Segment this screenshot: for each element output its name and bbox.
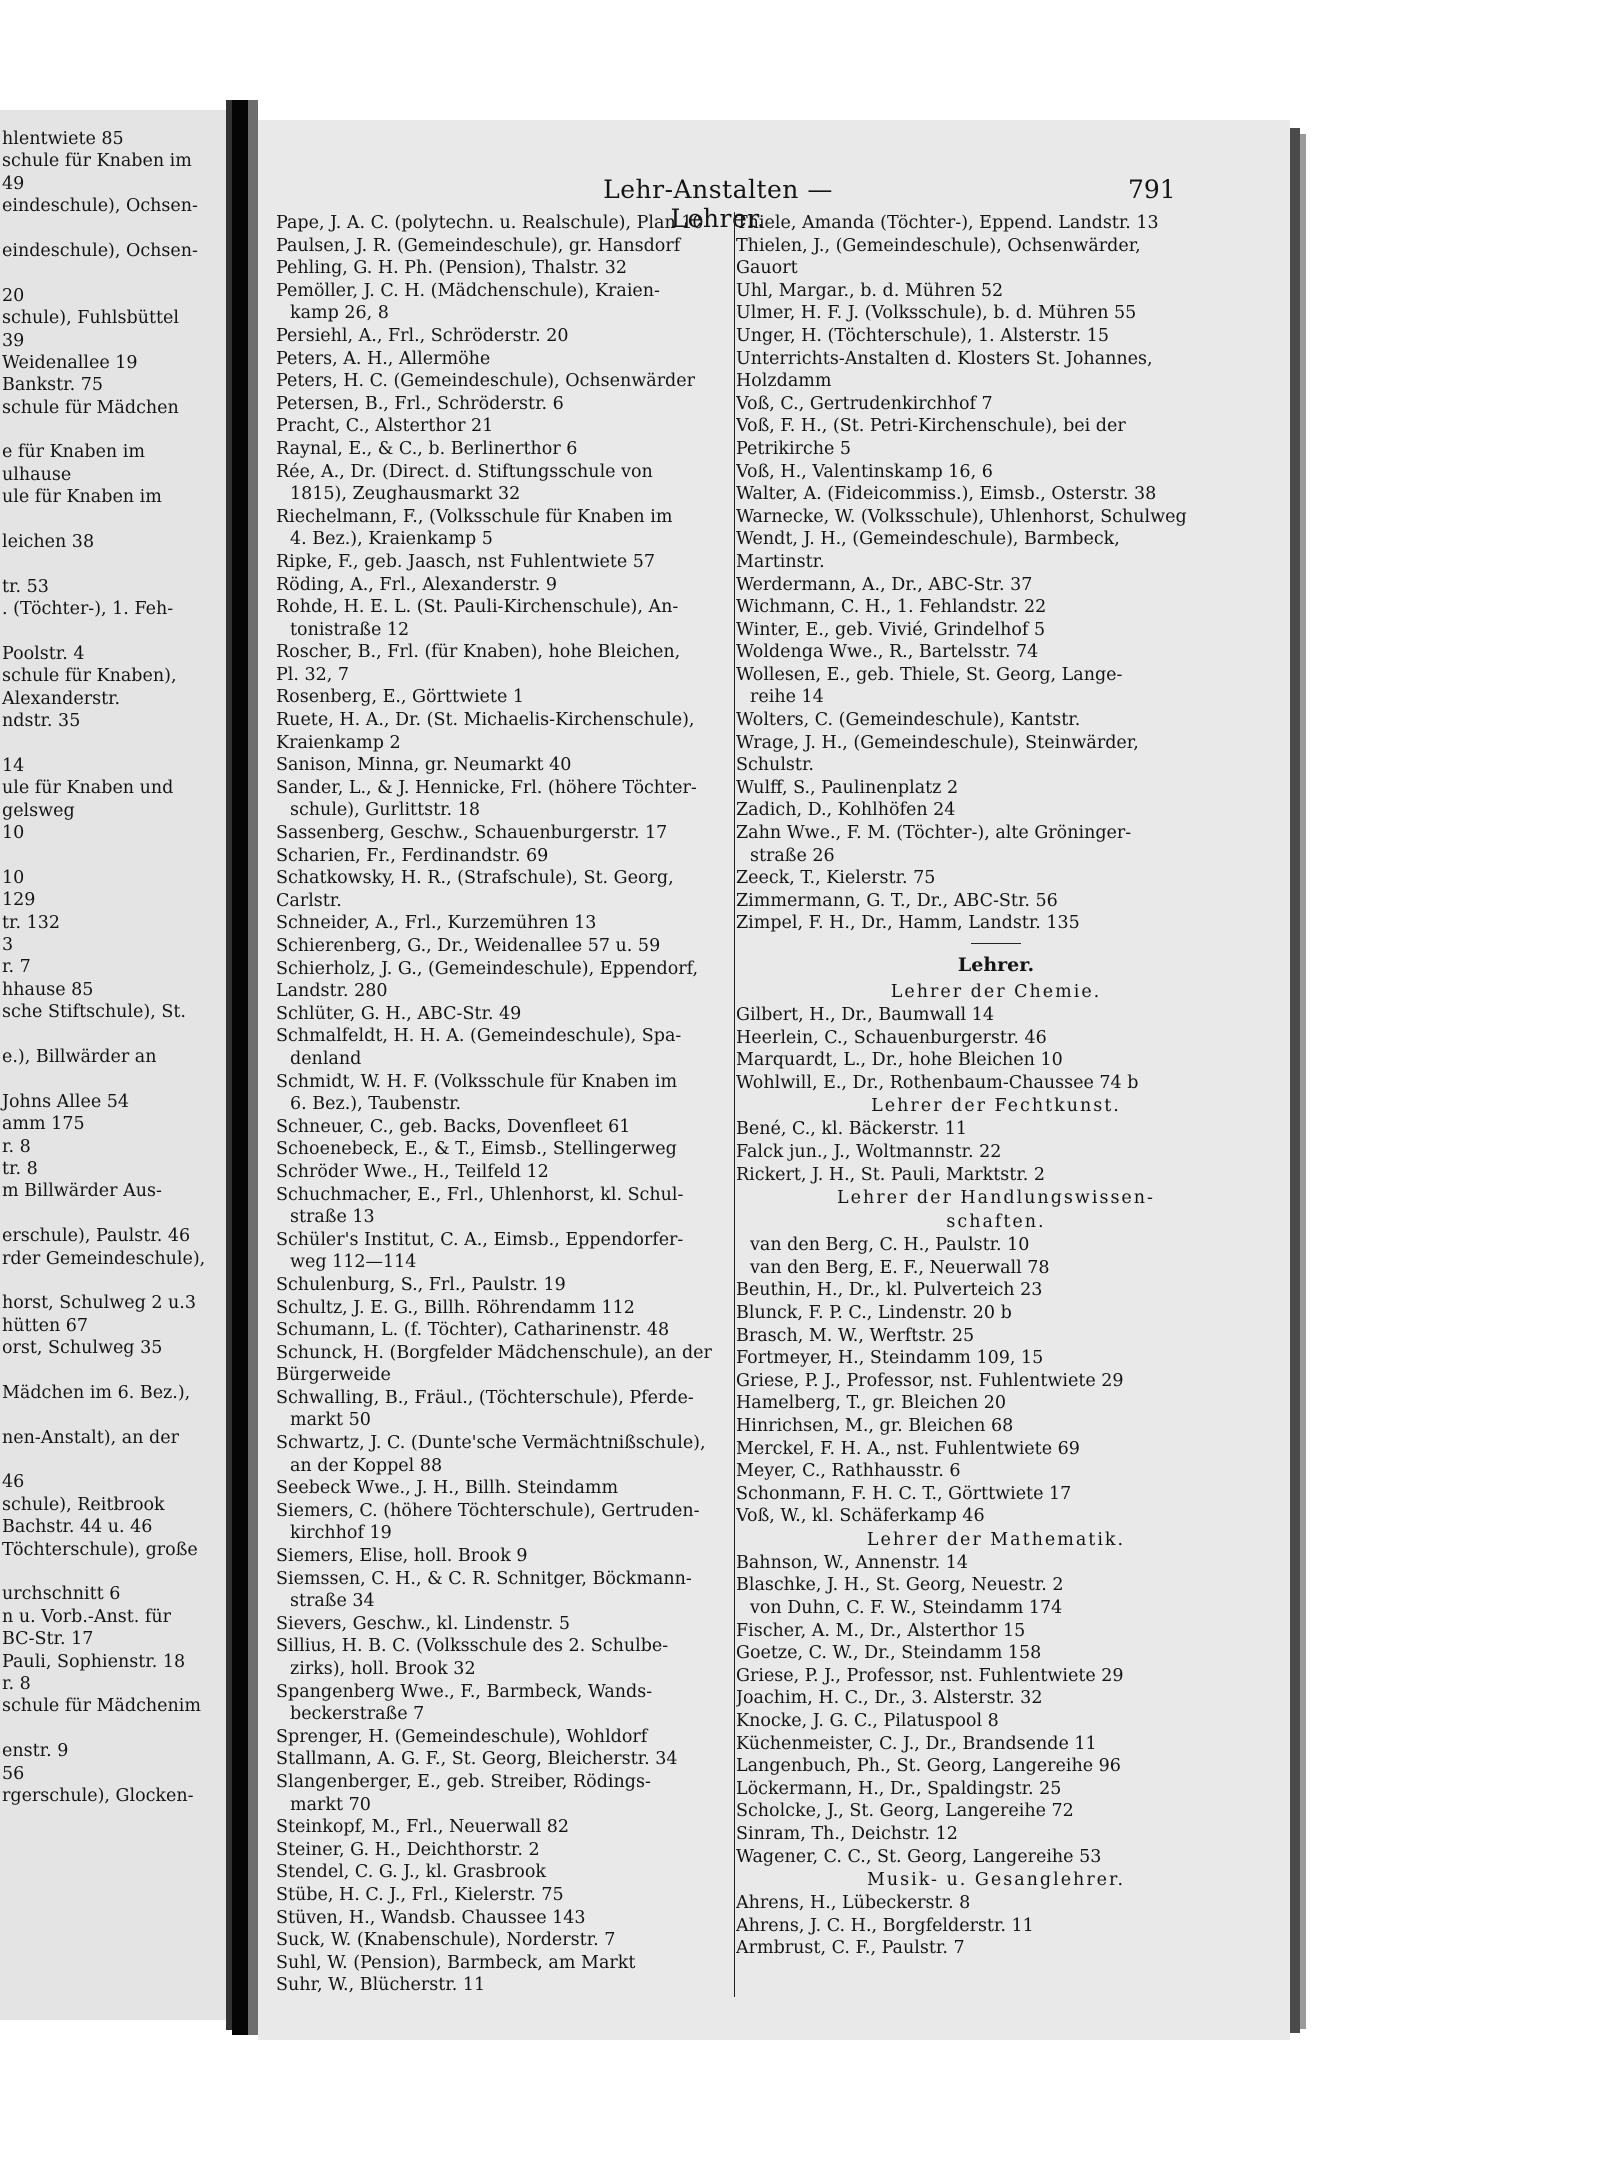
directory-entry: Marquardt, L., Dr., hohe Bleichen 10 xyxy=(736,1050,1063,1071)
left-page-line: hütten 67 xyxy=(2,1315,89,1336)
directory-entry: Gauort xyxy=(736,258,798,279)
directory-entry: Sillius, H. B. C. (Volksschule des 2. Schulbe- xyxy=(276,1636,669,1657)
left-page-line: BC-Str. 17 xyxy=(2,1629,94,1650)
directory-entry: Rosenberg, E., Görttwiete 1 xyxy=(276,687,524,708)
directory-entry: Ripke, F., geb. Jaasch, nst Fuhlentwiete 57 xyxy=(276,551,656,572)
left-page-line: nen-Anstalt), an der xyxy=(2,1427,179,1448)
directory-entry: Stendel, C. G. J., kl. Grasbrook xyxy=(276,1862,546,1883)
binding-gutter xyxy=(232,100,248,2035)
directory-entry: Joachim, H. C., Dr., 3. Alsterstr. 32 xyxy=(736,1688,1043,1709)
left-page-line: Poolstr. 4 xyxy=(2,643,85,664)
directory-entry: Hinrichsen, M., gr. Bleichen 68 xyxy=(736,1415,1014,1436)
left-page-line: horst, Schulweg 2 u.3 xyxy=(2,1293,197,1314)
directory-entry: Scholcke, J., St. Georg, Langereihe 72 xyxy=(736,1801,1074,1822)
left-page-line xyxy=(0,1068,232,1090)
left-page-line: gelsweg xyxy=(2,800,75,821)
left-page-line: 49 xyxy=(2,173,25,194)
directory-entry: Stallmann, A. G. F., St. Georg, Bleicherstr. 34 xyxy=(276,1749,678,1770)
directory-entry: Spangenberg Wwe., F., Barmbeck, Wands- xyxy=(276,1681,653,1702)
column-left xyxy=(276,212,735,1997)
directory-entry: Carlstr. xyxy=(276,890,342,911)
directory-entry: Sprenger, H. (Gemeindeschule), Wohldorf xyxy=(276,1726,648,1747)
left-page-line: Töchterschule), große xyxy=(2,1539,198,1560)
directory-entry: Pemöller, J. C. H. (Mädchenschule), Kraien- xyxy=(276,280,660,301)
directory-entry: Rickert, J. H., St. Pauli, Marktstr. 2 xyxy=(736,1164,1046,1185)
left-page-line: 129 xyxy=(2,890,36,911)
directory-entry: Sinram, Th., Deichstr. 12 xyxy=(736,1824,958,1844)
directory-entry: Rée, A., Dr. (Direct. d. Stiftungsschule von xyxy=(276,461,653,482)
directory-entry: Raynal, E., & C., b. Berlinerthor 6 xyxy=(276,438,578,459)
left-page-line xyxy=(0,1203,232,1225)
left-page-line: 39 xyxy=(2,330,25,351)
directory-entry: Heerlein, C., Schauenburgerstr. 46 xyxy=(736,1027,1047,1048)
left-page-line: rder Gemeindeschule), xyxy=(2,1248,206,1269)
left-page-line: m Billwärder Aus- xyxy=(2,1181,162,1202)
fechtkunst-entries xyxy=(736,1118,1256,1186)
left-page-line: erschule), Paulstr. 46 xyxy=(2,1226,191,1247)
directory-entry: Wolters, C. (Gemeindeschule), Kantstr. xyxy=(736,710,1081,731)
directory-entry: Schröder Wwe., H., Teilfeld 12 xyxy=(276,1161,549,1182)
directory-entry: Schierholz, J. G., (Gemeindeschule), Eppendorf, xyxy=(276,958,699,979)
directory-entry: Röding, A., Frl., Alexanderstr. 9 xyxy=(276,574,558,595)
directory-entry: straße 13 xyxy=(290,1207,375,1228)
directory-entry: Zimpel, F. H., Dr., Hamm, Landstr. 135 xyxy=(736,913,1080,934)
chemie-entries xyxy=(736,1004,1256,1094)
directory-entry: Zimmermann, G. T., Dr., ABC-Str. 56 xyxy=(736,890,1058,911)
directory-entry: Bürgerweide xyxy=(276,1365,391,1386)
directory-entry: Holzdamm xyxy=(736,371,832,392)
left-page-line: tr. 53 xyxy=(2,576,49,597)
directory-entry: Rohde, H. E. L. (St. Pauli-Kirchenschule), An- xyxy=(276,597,679,618)
left-page-line: n u. Vorb.-Anst. für xyxy=(2,1606,172,1627)
directory-entry: Schoenebeck, E., & T., Eimsb., Stellingerweg xyxy=(276,1139,677,1160)
directory-entry: Schultz, J. E. G., Billh. Röhrendamm 112 xyxy=(276,1297,635,1318)
left-page-line: Weidenallee 19 xyxy=(2,352,138,373)
directory-entry: Thielen, J., (Gemeindeschule), Ochsenwärder, xyxy=(736,235,1141,256)
directory-entry: Schunck, H. (Borgfelder Mädchenschule), an der xyxy=(276,1342,712,1363)
directory-entry: Ulmer, H. F. J. (Volksschule), b. d. Mühren 55 xyxy=(736,303,1137,324)
directory-entry: straße 26 xyxy=(750,845,835,866)
directory-entry: Scharien, Fr., Ferdinandstr. 69 xyxy=(276,845,549,866)
left-page-line: 10 xyxy=(2,867,25,888)
mathematik-entries xyxy=(736,1552,1256,1868)
left-page-line: ulhause xyxy=(2,464,72,485)
directory-entry: Stübe, H. C. J., Frl., Kielerstr. 75 xyxy=(276,1884,564,1905)
directory-entry: straße 34 xyxy=(290,1591,375,1612)
directory-entry: Gilbert, H., Dr., Baumwall 14 xyxy=(736,1005,994,1025)
directory-entry: kamp 26, 8 xyxy=(290,303,389,324)
left-page-line: Mädchen im 6. Bez.), xyxy=(2,1382,191,1403)
directory-entry: Slangenberger, E., geb. Streiber, Rödings- xyxy=(276,1771,651,1792)
directory-entry: Knocke, J. G. C., Pilatuspool 8 xyxy=(736,1711,999,1732)
directory-entry: Sievers, Geschw., kl. Lindenstr. 5 xyxy=(276,1613,570,1634)
directory-entry: Pracht, C., Alsterthor 21 xyxy=(276,416,494,437)
directory-entry: Beuthin, H., Dr., kl. Pulverteich 23 xyxy=(736,1280,1043,1301)
page-edge xyxy=(1290,128,1300,2033)
directory-entry: Voß, C., Gertrudenkirchhof 7 xyxy=(736,393,993,414)
left-page-line: r. 8 xyxy=(2,1673,31,1694)
directory-entry: Griese, P. J., Professor, nst. Fuhlentwiete 29 xyxy=(736,1665,1124,1686)
directory-entry: Woldenga Wwe., R., Bartelsstr. 74 xyxy=(736,642,1039,663)
directory-entry: Brasch, M. W., Werftstr. 25 xyxy=(736,1325,975,1346)
directory-entry: Ahrens, J. C. H., Borgfelderstr. 11 xyxy=(736,1915,1034,1936)
directory-entry: Wrage, J. H., (Gemeindeschule), Steinwärder, xyxy=(736,732,1139,753)
directory-entry: Siemers, Elise, holl. Brook 9 xyxy=(276,1546,528,1567)
left-page-line: Alexanderstr. xyxy=(2,688,121,709)
left-page-line: 3 xyxy=(2,935,14,956)
directory-entry: Wichmann, C. H., 1. Fehlandstr. 22 xyxy=(736,597,1047,618)
directory-entry: Schonmann, F. H. C. T., Görttwiete 17 xyxy=(736,1483,1072,1504)
directory-entry: Schulenburg, S., Frl., Paulstr. 19 xyxy=(276,1274,566,1295)
directory-entry: Langenbuch, Ph., St. Georg, Langereihe 96 xyxy=(736,1756,1121,1777)
directory-entry: Petersen, B., Frl., Schröderstr. 6 xyxy=(276,393,564,414)
left-page-line xyxy=(0,1449,232,1471)
left-page-line: 10 xyxy=(2,823,25,844)
section-heading-fechtkunst: Lehrer der Fechtkunst. xyxy=(871,1096,1121,1117)
directory-entry: Suck, W. (Knabenschule), Norderstr. 7 xyxy=(276,1930,616,1951)
directory-entry: Walter, A. (Fideicommiss.), Eimsb., Osterstr. 38 xyxy=(736,484,1157,505)
directory-entry: Martinstr. xyxy=(736,551,825,572)
left-page-line: enstr. 9 xyxy=(2,1741,69,1762)
directory-entry: van den Berg, C. H., Paulstr. 10 xyxy=(750,1235,1030,1256)
directory-entry: Warnecke, W. (Volksschule), Uhlenhorst, Schulweg xyxy=(736,506,1187,527)
left-page-lines xyxy=(0,128,232,1807)
left-page-line: schule), Fuhlsbüttel xyxy=(2,308,179,329)
column-right xyxy=(736,212,1256,1960)
directory-entry: Wagener, C. C., St. Georg, Langereihe 53 xyxy=(736,1846,1102,1867)
directory-entry: reihe 14 xyxy=(750,687,824,708)
page-edge-light xyxy=(1300,134,1306,2029)
left-page-line: hlentwiete 85 xyxy=(2,129,124,149)
left-page-line: schule für Mädchenim xyxy=(2,1696,201,1717)
left-page-line xyxy=(0,621,232,643)
directory-entry: Zeeck, T., Kielerstr. 75 xyxy=(736,868,936,889)
directory-entry: weg 112—114 xyxy=(290,1252,417,1273)
musik-entries xyxy=(736,1892,1256,1960)
directory-entry: Kraienkamp 2 xyxy=(276,732,401,753)
left-page-line: orst, Schulweg 35 xyxy=(2,1338,163,1359)
directory-entry: Persiehl, A., Frl., Schröderstr. 20 xyxy=(276,325,569,346)
directory-entry: Schmidt, W. H. F. (Volksschule für Knaben im xyxy=(276,1071,678,1092)
directory-entry: Hamelberg, T., gr. Bleichen 20 xyxy=(736,1393,1006,1414)
directory-entry: markt 50 xyxy=(290,1410,371,1431)
left-page-line: r. 8 xyxy=(2,1136,31,1157)
left-page-line xyxy=(0,1359,232,1381)
directory-entry: Blunck, F. P. C., Lindenstr. 20 b xyxy=(736,1302,1012,1323)
left-page-line xyxy=(0,1561,232,1583)
directory-entry: 6. Bez.), Taubenstr. xyxy=(290,1094,462,1115)
directory-entry: kirchhof 19 xyxy=(290,1523,392,1544)
left-page-line: r. 7 xyxy=(2,957,31,978)
left-page-line: eindeschule), Ochsen- xyxy=(2,196,198,217)
directory-entry: Wendt, J. H., (Gemeindeschule), Barmbeck, xyxy=(736,529,1120,550)
directory-entry: Ruete, H. A., Dr. (St. Michaelis-Kirchenschule), xyxy=(276,710,695,731)
directory-entry: Schatkowsky, H. R., (Strafschule), St. Georg, xyxy=(276,868,674,889)
left-page-line xyxy=(0,262,232,284)
left-page-line: eindeschule), Ochsen- xyxy=(2,240,198,261)
directory-entry: schule), Gurlittstr. 18 xyxy=(290,800,480,821)
directory-entry: Landstr. 280 xyxy=(276,981,388,1002)
section-heading-chemie: Lehrer der Chemie. xyxy=(890,982,1102,1002)
directory-entry: Peters, A. H., Allermöhe xyxy=(276,348,491,369)
directory-entry: Seebeck Wwe., J. H., Billh. Steindamm xyxy=(276,1478,619,1499)
directory-entry: van den Berg, E. F., Neuerwall 78 xyxy=(750,1257,1050,1278)
handlung-entries xyxy=(736,1234,1256,1528)
directory-entry: Merckel, F. H. A., nst. Fuhlentwiete 69 xyxy=(736,1438,1080,1459)
directory-entry: Wohlwill, E., Dr., Rothenbaum-Chaussee 74 b xyxy=(736,1072,1139,1093)
left-page-line: schule für Mädchen xyxy=(2,397,179,418)
left-page-line: amm 175 xyxy=(2,1114,85,1135)
directory-entry: zirks), holl. Brook 32 xyxy=(290,1659,476,1679)
directory-entry: Armbrust, C. F., Paulstr. 7 xyxy=(736,1938,965,1959)
directory-entry: Schmalfeldt, H. H. A. (Gemeindeschule), Spa- xyxy=(276,1026,682,1047)
left-page-line: sche Stiftschule), St. xyxy=(2,1002,186,1023)
directory-entry: Schumann, L. (f. Töchter), Catharinenstr. 48 xyxy=(276,1320,670,1341)
left-page-line: . (Töchter-), 1. Feh- xyxy=(2,599,174,620)
directory-entry: Bené, C., kl. Bäckerstr. 11 xyxy=(736,1119,968,1140)
directory-entry: Voß, F. H., (St. Petri-Kirchenschule), bei der xyxy=(736,416,1126,437)
left-page-line xyxy=(0,1404,232,1426)
left-page-line: 46 xyxy=(2,1472,25,1493)
directory-entry: Griese, P. J., Professor, nst. Fuhlentwiete 29 xyxy=(736,1370,1124,1391)
left-page-line: Bankstr. 75 xyxy=(2,375,104,396)
directory-entry: Fortmeyer, H., Steindamm 109, 15 xyxy=(736,1348,1044,1369)
section-divider xyxy=(971,943,1021,944)
binding-shadow xyxy=(248,100,258,2035)
directory-entry: Riechelmann, F., (Volksschule für Knaben im xyxy=(276,506,673,527)
directory-entry: von Duhn, C. F. W., Steindamm 174 xyxy=(750,1598,1063,1619)
directory-entry: Siemssen, C. H., & C. R. Schnitger, Böckmann- xyxy=(276,1568,692,1589)
directory-entry: Suhl, W. (Pension), Barmbeck, am Markt xyxy=(276,1952,636,1973)
section-heading-handlung-cont: schaften. xyxy=(946,1212,1046,1233)
directory-entry: Winter, E., geb. Vivié, Grindelhof 5 xyxy=(736,619,1046,640)
directory-entry: Steiner, G. H., Deichthorstr. 2 xyxy=(276,1839,540,1860)
directory-entry: Meyer, C., Rathhausstr. 6 xyxy=(736,1461,961,1482)
left-page-line: 56 xyxy=(2,1763,25,1784)
left-page-line: Pauli, Sophienstr. 18 xyxy=(2,1651,186,1672)
left-page-line xyxy=(0,845,232,867)
directory-entry: Schneuer, C., geb. Backs, Dovenfleet 61 xyxy=(276,1116,631,1137)
left-page-line: rgerschule), Glocken- xyxy=(2,1785,194,1806)
directory-entry: Goetze, C. W., Dr., Steindamm 158 xyxy=(736,1643,1042,1664)
directory-entry: Ahrens, H., Lübeckerstr. 8 xyxy=(736,1893,971,1914)
directory-entry: Pape, J. A. C. (polytechn. u. Realschule), Plan 10 xyxy=(276,213,704,233)
directory-entry: Schwartz, J. C. (Dunte'sche Vermächtnißschule), xyxy=(276,1433,706,1454)
left-page-line: hhause 85 xyxy=(2,979,94,1000)
directory-entry: Thiele, Amanda (Töchter-), Eppend. Landstr. 13 xyxy=(736,213,1159,233)
teachers-heading: Lehrer. xyxy=(957,954,1035,976)
directory-entry: Sassenberg, Geschw., Schauenburgerstr. 17 xyxy=(276,823,668,844)
left-page-line: urchschnitt 6 xyxy=(2,1584,121,1605)
left-page-line: ndstr. 35 xyxy=(2,711,81,732)
section-heading-mathematik: Lehrer der Mathematik. xyxy=(866,1529,1126,1550)
directory-entry: Schuchmacher, E., Frl., Uhlenhorst, kl. Schul- xyxy=(276,1184,684,1205)
directory-entry: Peters, H. C. (Gemeindeschule), Ochsenwärder xyxy=(276,371,695,392)
left-page-line: ule für Knaben im xyxy=(2,487,162,508)
directory-entry: Schulstr. xyxy=(736,755,814,776)
left-page-line: schule für Knaben im xyxy=(2,151,192,172)
directory-entry: tonistraße 12 xyxy=(290,619,410,640)
left-page-line: tr. 132 xyxy=(2,912,61,933)
left-page-line xyxy=(0,1718,232,1740)
left-page-line xyxy=(0,509,232,531)
directory-entry: Pehling, G. H. Ph. (Pension), Thalstr. 32 xyxy=(276,258,628,279)
left-page-line xyxy=(0,733,232,755)
directory-entry: Steinkopf, M., Frl., Neuerwall 82 xyxy=(276,1817,570,1838)
section-heading-handlung: Lehrer der Handlungswissen- xyxy=(837,1188,1155,1209)
directory-entry: Schierenberg, G., Dr., Weidenallee 57 u. 59 xyxy=(276,936,661,956)
left-page-line: e für Knaben im xyxy=(2,442,145,463)
directory-entry: Unger, H. (Töchterschule), 1. Alsterstr. 15 xyxy=(736,325,1110,346)
left-page-line: tr. 8 xyxy=(2,1158,38,1179)
directory-entry: Bahnson, W., Annenstr. 14 xyxy=(736,1552,969,1573)
directory-entry: Falck jun., J., Woltmannstr. 22 xyxy=(736,1141,1002,1162)
left-page-line xyxy=(0,1270,232,1292)
directory-entry: Schüler's Institut, C. A., Eimsb., Eppendorfer- xyxy=(276,1229,684,1250)
directory-entry: Schwalling, B., Fräul., (Töchterschule), Pferde- xyxy=(276,1387,694,1408)
directory-entry: denland xyxy=(290,1048,362,1069)
right-page xyxy=(258,120,1290,2040)
directory-entry: 1815), Zeughausmarkt 32 xyxy=(290,484,521,505)
directory-entry: Wulff, S., Paulinenplatz 2 xyxy=(736,777,959,798)
left-page-line: 14 xyxy=(2,755,25,776)
directory-entry: Roscher, B., Frl. (für Knaben), hohe Bleichen, xyxy=(276,642,681,663)
directory-entry: Suhr, W., Blücherstr. 11 xyxy=(276,1975,486,1996)
left-page-line: Johns Allee 54 xyxy=(2,1091,130,1112)
page-header-title: Lehr-Anstalten — Lehrer. xyxy=(603,175,833,233)
left-page-line: 20 xyxy=(2,285,25,306)
left-page-line xyxy=(0,218,232,240)
directory-entry: Siemers, C. (höhere Töchterschule), Gertruden- xyxy=(276,1500,700,1521)
directory-entry: Zadich, D., Kohlhöfen 24 xyxy=(736,800,956,821)
directory-entry: Küchenmeister, C. J., Dr., Brandsende 11 xyxy=(736,1733,1097,1754)
directory-entry: Löckermann, H., Dr., Spaldingstr. 25 xyxy=(736,1778,1062,1799)
left-page-line: ule für Knaben und xyxy=(2,778,174,799)
directory-entry: Wollesen, E., geb. Thiele, St. Georg, Lange- xyxy=(736,664,1123,685)
left-page-fragment xyxy=(0,110,232,2020)
directory-entry: beckerstraße 7 xyxy=(290,1704,425,1725)
directory-entry: Schneider, A., Frl., Kurzemühren 13 xyxy=(276,913,597,934)
left-page-line: schule für Knaben), xyxy=(2,666,177,687)
left-page-line: schule), Reitbrook xyxy=(2,1494,165,1515)
left-page-line: e.), Billwärder an xyxy=(2,1047,157,1068)
directory-entry: Uhl, Margar., b. d. Mühren 52 xyxy=(736,280,1004,301)
directory-entry: Zahn Wwe., F. M. (Töchter-), alte Gröninger- xyxy=(736,823,1132,844)
directory-entry: Sanison, Minna, gr. Neumarkt 40 xyxy=(276,755,572,776)
section-heading-musik: Musik- u. Gesanglehrer. xyxy=(866,1870,1126,1891)
directory-entry: Paulsen, J. R. (Gemeindeschule), gr. Hansdorf xyxy=(276,235,681,256)
left-page-line: leichen 38 xyxy=(2,532,95,553)
left-page-line xyxy=(0,419,232,441)
left-page-line xyxy=(0,1024,232,1046)
directory-entry: markt 70 xyxy=(290,1794,371,1815)
left-page-line xyxy=(0,553,232,575)
page-number: 791 xyxy=(1128,175,1176,204)
directory-entry: Schlüter, G. H., ABC-Str. 49 xyxy=(276,1003,522,1024)
school-entries-list xyxy=(736,212,1256,935)
directory-entry: 4. Bez.), Kraienkamp 5 xyxy=(290,529,493,550)
directory-entry: Unterrichts-Anstalten d. Klosters St. Johannes, xyxy=(736,348,1153,369)
directory-entry: Blaschke, J. H., St. Georg, Neuestr. 2 xyxy=(736,1575,1064,1596)
directory-entry: Stüven, H., Wandsb. Chaussee 143 xyxy=(276,1907,586,1928)
directory-entry: Werdermann, A., Dr., ABC-Str. 37 xyxy=(736,574,1033,595)
directory-entry: Sander, L., & J. Hennicke, Frl. (höhere Töchter- xyxy=(276,777,697,798)
directory-entry: Voß, H., Valentinskamp 16, 6 xyxy=(736,461,993,482)
directory-entry: Pl. 32, 7 xyxy=(276,664,350,685)
directory-entry: Petrikirche 5 xyxy=(736,438,852,459)
directory-entry: Fischer, A. M., Dr., Alsterthor 15 xyxy=(736,1620,1026,1641)
directory-entry: Voß, W., kl. Schäferkamp 46 xyxy=(736,1506,985,1527)
left-page-line: Bachstr. 44 u. 46 xyxy=(2,1517,153,1538)
directory-entry: an der Koppel 88 xyxy=(290,1455,443,1476)
